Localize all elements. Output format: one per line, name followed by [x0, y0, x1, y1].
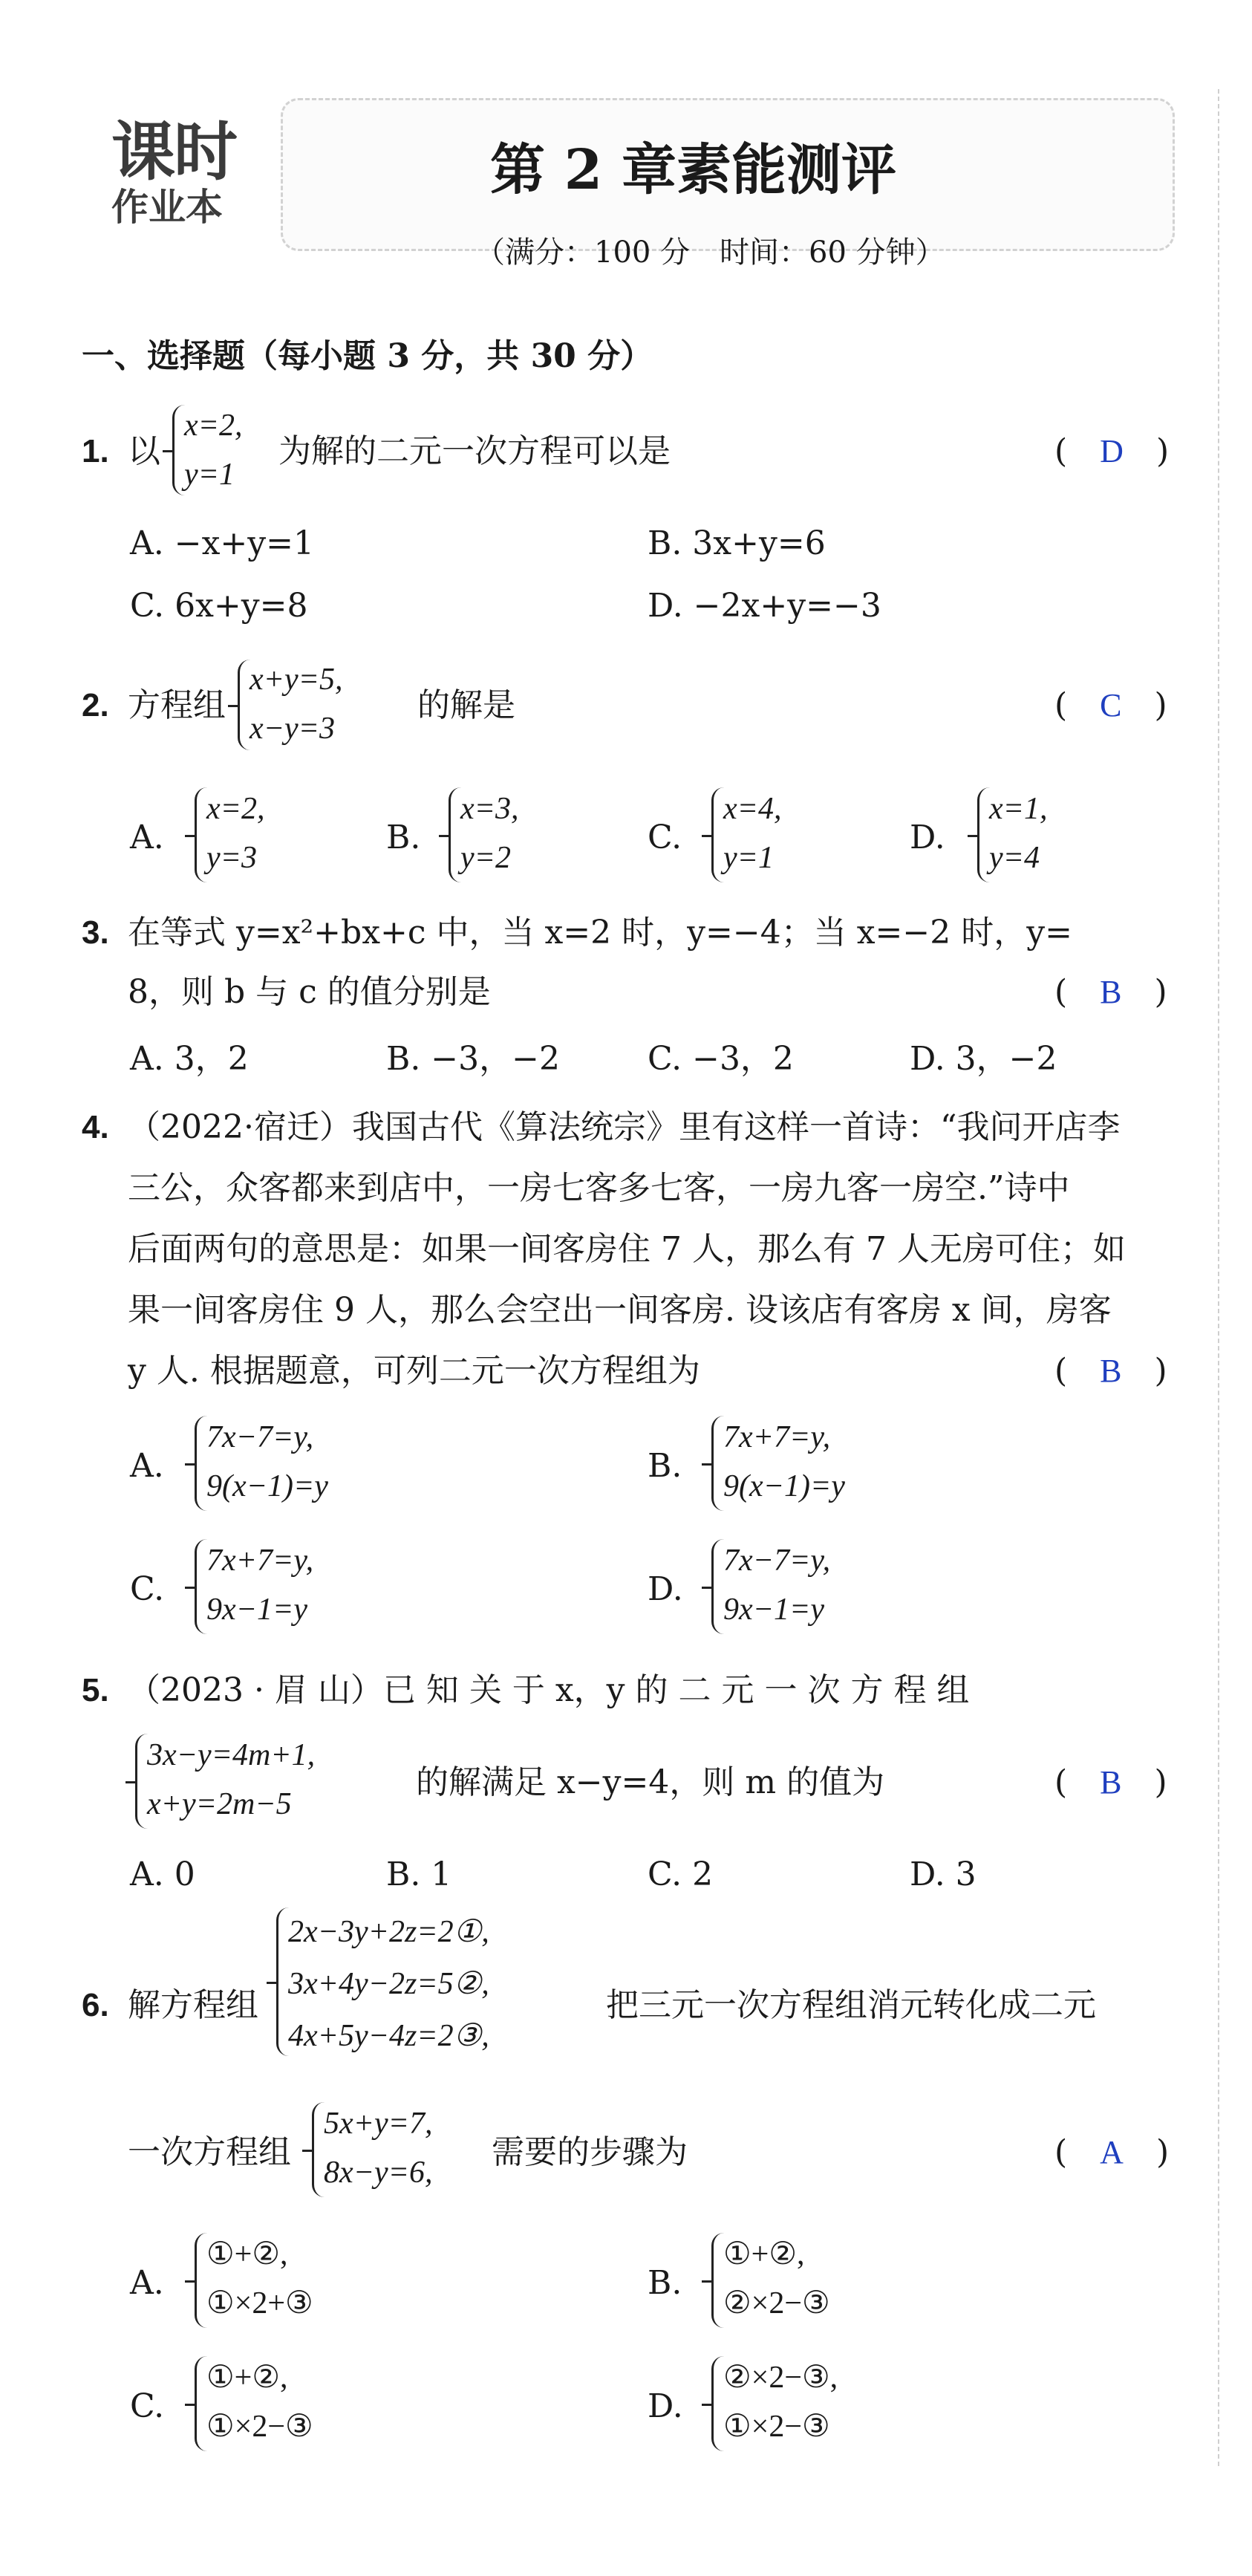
q1-option-b: B. 3x+y=6 — [648, 524, 826, 562]
q6-brace-2 — [312, 2102, 325, 2197]
q4-option-c: 7x+7=y, 9x−1=y — [206, 1544, 314, 1627]
q3-line2: 8，则 b 与 c 的值分别是 — [128, 973, 491, 1011]
q1-option-c: C. 6x+y=8 — [130, 587, 308, 625]
q6-option-c-brace — [195, 2356, 207, 2451]
q5-option-a: A. 0 — [130, 1855, 195, 1893]
q2-option-b-label: B. — [386, 819, 421, 856]
q6-stem: 把三元一次方程组消元转化成二元 — [606, 1986, 1096, 2024]
q4-option-a-brace — [195, 1416, 207, 1511]
q1-pre: 以 — [128, 432, 160, 470]
q2-option-b-brace — [449, 787, 461, 882]
q4-answer-bracket: ( B ) — [1054, 1352, 1167, 1390]
q6-number: 6. — [82, 1987, 109, 2023]
q3-answer-bracket: ( B ) — [1054, 973, 1167, 1011]
q1-system: x=2, y=1 — [184, 409, 243, 492]
q3-option-b: B. −3，−2 — [386, 1040, 561, 1078]
page-subtitle: （满分：100 分 时间：60 分钟） — [475, 235, 945, 270]
q6-option-b: ①+②, ②×2−③ — [723, 2237, 830, 2320]
q1-option-d: D. −2x+y=−3 — [648, 587, 881, 625]
q6-option-a-label: A. — [130, 2264, 164, 2302]
q4-option-b-label: B. — [648, 1447, 682, 1485]
q6-option-d: ②×2−③, ①×2−③ — [723, 2361, 838, 2444]
q2-option-b: x=3, y=2 — [460, 792, 519, 875]
q6-line2-pre: 一次方程组 — [128, 2133, 291, 2171]
q2-option-a-label: A. — [130, 819, 164, 856]
q2-number: 2. — [82, 687, 109, 723]
q1-number: 1. — [82, 433, 109, 469]
q6-line2-post: 需要的步骤为 — [492, 2133, 688, 2171]
q4-option-a-label: A. — [130, 1447, 164, 1485]
q5-stem: 的解满足 x−y=4，则 m 的值为 — [416, 1763, 885, 1801]
q6-option-a: ①+②, ①×2+③ — [206, 2237, 313, 2320]
q6-option-c-label: C. — [130, 2387, 165, 2425]
q6-system: 2x−3y+2z=2①, 3x+4y−2z=5②, 4x+5y−4z=2③, — [288, 1915, 489, 2053]
q2-option-a: x=2, y=3 — [206, 792, 265, 875]
q5-option-b: B. 1 — [386, 1855, 452, 1893]
logo — [111, 119, 267, 245]
q1-answer: D — [1100, 433, 1124, 469]
q3-number: 3. — [82, 914, 109, 951]
q4-line2: 三公，众客都来到店中，一房七客多七客，一房九客一房空.”诗中 — [128, 1169, 1070, 1207]
logo-top-text: 课时 — [111, 117, 236, 188]
q1-option-a: A. −x+y=1 — [130, 524, 315, 562]
q6-option-b-label: B. — [648, 2264, 682, 2302]
q1-brace — [172, 405, 185, 495]
q2-option-a-brace — [195, 787, 207, 882]
q2-answer: C — [1100, 687, 1122, 723]
q6-system-2: 5x+y=7, 8x−y=6, — [324, 2107, 433, 2190]
q4-line5: y 人. 根据题意，可列二元一次方程组为 — [128, 1352, 700, 1390]
q2-option-d-label: D. — [910, 819, 945, 856]
q2-option-c: x=4, y=1 — [723, 792, 782, 875]
q3-answer: B — [1100, 974, 1122, 1010]
q1-answer-bracket: ( D ) — [1054, 432, 1170, 470]
q2-option-d-brace — [977, 787, 990, 882]
q4-option-b: 7x+7=y, 9(x−1)=y — [723, 1420, 845, 1503]
page-margin-rule — [1218, 89, 1219, 2466]
q2-answer-bracket: ( C ) — [1054, 686, 1167, 724]
q2-pre: 方程组 — [128, 686, 226, 724]
q4-line3: 后面两句的意思是：如果一间客房住 7 人，那么有 7 人无房可住；如 — [128, 1230, 1126, 1268]
q6-option-a-brace — [195, 2233, 207, 2328]
q5-number: 5. — [82, 1672, 109, 1708]
q5-option-c: C. 2 — [648, 1855, 714, 1893]
q4-line4: 果一间客房住 9 人，那么会空出一间客房. 设该店有客房 x 间，房客 — [128, 1291, 1112, 1329]
q6-option-b-brace — [711, 2233, 724, 2328]
logo-bottom-text: 作业本 — [111, 186, 223, 228]
q6-pre: 解方程组 — [128, 1986, 258, 2024]
q2-option-c-label: C. — [648, 819, 682, 856]
q6-option-d-label: D. — [648, 2387, 683, 2425]
q3-line1: 在等式 y=x²+bx+c 中，当 x=2 时，y=−4；当 x=−2 时，y= — [128, 914, 1072, 952]
q2-brace — [238, 660, 250, 750]
q6-answer: A — [1100, 2134, 1124, 2170]
q3-option-c: C. −3，2 — [648, 1040, 794, 1078]
q5-brace — [135, 1734, 148, 1829]
q5-answer: B — [1100, 1764, 1122, 1801]
q4-option-b-brace — [711, 1416, 724, 1511]
q3-option-d: D. 3，−2 — [910, 1040, 1057, 1078]
q4-answer: B — [1100, 1353, 1122, 1389]
q4-option-d: 7x−7=y, 9x−1=y — [723, 1544, 831, 1627]
q3-option-a: A. 3，2 — [130, 1040, 249, 1078]
q5-answer-bracket: ( B ) — [1054, 1763, 1167, 1801]
q4-option-c-label: C. — [130, 1570, 165, 1608]
q4-line1: （2022·宿迁）我国古代《算法统宗》里有这样一首诗：“我问开店李 — [128, 1108, 1121, 1146]
section-heading: 一、选择题（每小题 3 分，共 30 分） — [82, 337, 653, 375]
page-title: 第 2 章素能测评 — [490, 138, 897, 202]
q5-line1: （2023 · 眉 山）已 知 关 于 x，y 的 二 元 一 次 方 程 组 — [128, 1671, 970, 1709]
q4-option-a: 7x−7=y, 9(x−1)=y — [206, 1420, 328, 1503]
q4-number: 4. — [82, 1109, 109, 1145]
q2-system: x+y=5, x−y=3 — [250, 663, 343, 746]
q6-answer-bracket: ( A ) — [1054, 2133, 1170, 2171]
q4-option-d-brace — [711, 1539, 724, 1634]
q6-brace — [276, 1907, 289, 2056]
q2-option-d: x=1, y=4 — [989, 792, 1048, 875]
q1-stem: 为解的二元一次方程可以是 — [278, 432, 671, 470]
q5-system: 3x−y=4m+1, x+y=2m−5 — [147, 1738, 316, 1821]
q6-option-c: ①+②, ①×2−③ — [206, 2361, 313, 2444]
q6-option-d-brace — [711, 2356, 724, 2451]
q4-option-d-label: D. — [648, 1570, 683, 1608]
q2-option-c-brace — [711, 787, 724, 882]
q4-option-c-brace — [195, 1539, 207, 1634]
q2-stem: 的解是 — [417, 686, 515, 724]
q5-option-d: D. 3 — [910, 1855, 977, 1893]
